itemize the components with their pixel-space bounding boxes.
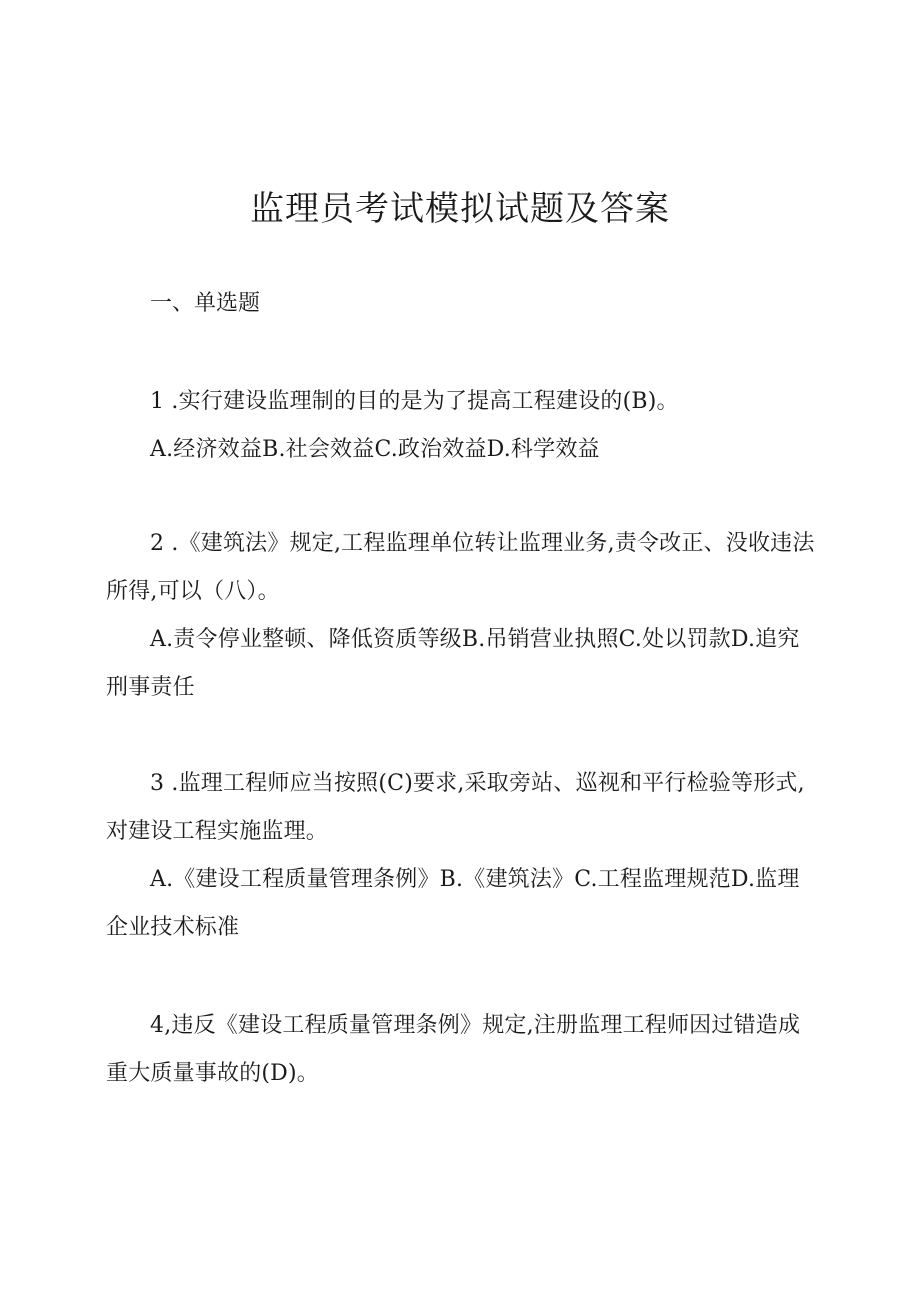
question-1-options: A.经济效益B.社会效益C.政治效益D.科学效益 — [150, 437, 600, 462]
question-1 — [106, 378, 818, 474]
question-3 — [106, 760, 818, 952]
question-4-stem: 4,违反《建设工程质量管理条例》规定,注册监理工程师因过错造成重大质量事故的(D)。 — [106, 1013, 801, 1086]
question-2-options: A.责令停业整顿、降低资质等级B.吊销营业执照C.处以罚款D.追究刑事责任 — [106, 627, 800, 700]
question-1-stem: 1 .实行建设监理制的目的是为了提高工程建设的(B)。 — [150, 389, 679, 414]
question-4 — [106, 1002, 818, 1098]
question-2 — [106, 520, 818, 712]
document-title: 监理员考试模拟试题及答案 — [250, 189, 670, 229]
question-3-options: A.《建设工程质量管理条例》B.《建筑法》C.工程监理规范D.监理企业技术标准 — [106, 867, 800, 940]
section-heading: 一、单选题 — [150, 291, 261, 316]
question-3-stem: 3 .监理工程师应当按照(C)要求,采取旁站、巡视和平行检验等形式,对建设工程实施监理。 — [106, 771, 805, 844]
question-2-stem: 2 .《建筑法》规定,工程监理单位转让监理业务,责令改正、没收违法所得,可以（八）。 — [106, 531, 815, 604]
